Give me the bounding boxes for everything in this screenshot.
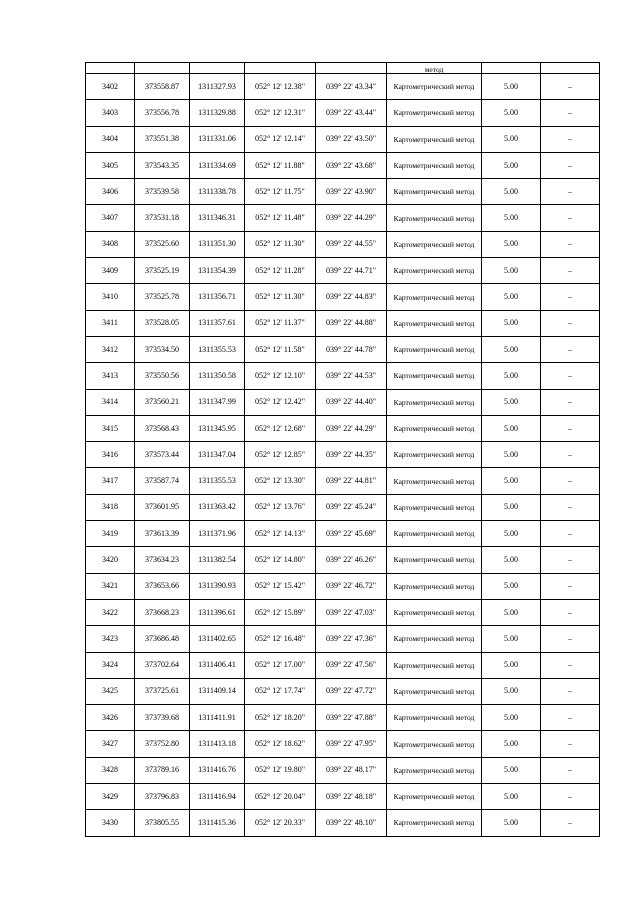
x-coordinate-cell: 373556.78 xyxy=(135,100,190,126)
method-cell: Картометрический метод xyxy=(387,468,482,494)
point-number-cell: 3416 xyxy=(86,442,135,468)
point-number-cell: 3417 xyxy=(86,468,135,494)
accuracy-cell: 5.00 xyxy=(482,757,541,783)
description-cell: – xyxy=(541,599,600,625)
point-number-cell: 3406 xyxy=(86,179,135,205)
description-cell: – xyxy=(541,573,600,599)
table-row xyxy=(86,152,600,178)
y-coordinate-cell: 1311350.58 xyxy=(190,363,245,389)
method-cell: Картометрический метод xyxy=(387,547,482,573)
method-cell: Картометрический метод xyxy=(387,442,482,468)
table-row xyxy=(86,731,600,757)
x-coordinate-cell: 373551.38 xyxy=(135,126,190,152)
latitude-cell: 052° 12' 11.58" xyxy=(245,336,316,362)
longitude-cell: 039° 22' 48.10" xyxy=(316,810,387,836)
latitude-cell: 052° 12' 14.13" xyxy=(245,521,316,547)
y-coordinate-cell: 1311413.18 xyxy=(190,731,245,757)
method-cell: Картометрический метод xyxy=(387,757,482,783)
description-cell: – xyxy=(541,547,600,573)
description-cell: – xyxy=(541,74,600,100)
accuracy-cell: 5.00 xyxy=(482,74,541,100)
point-number-cell: 3422 xyxy=(86,599,135,625)
accuracy-cell: 5.00 xyxy=(482,573,541,599)
method-cell: Картометрический метод xyxy=(387,284,482,310)
table-row xyxy=(86,310,600,336)
table-row xyxy=(86,74,600,100)
point-number-cell: 3427 xyxy=(86,731,135,757)
table-row xyxy=(86,284,600,310)
y-coordinate-cell: 1311346.31 xyxy=(190,205,245,231)
accuracy-cell: 5.00 xyxy=(482,126,541,152)
latitude-cell: 052° 12' 12.85" xyxy=(245,442,316,468)
y-coordinate-cell: 1311390.93 xyxy=(190,573,245,599)
continuation-cell xyxy=(482,63,541,74)
accuracy-cell: 5.00 xyxy=(482,336,541,362)
x-coordinate-cell: 373528.05 xyxy=(135,310,190,336)
description-cell: – xyxy=(541,626,600,652)
longitude-cell: 039° 22' 44.53" xyxy=(316,363,387,389)
point-number-cell: 3409 xyxy=(86,258,135,284)
method-cell: Картометрический метод xyxy=(387,100,482,126)
description-cell: – xyxy=(541,231,600,257)
x-coordinate-cell: 373796.83 xyxy=(135,784,190,810)
longitude-cell: 039° 22' 47.95" xyxy=(316,731,387,757)
description-cell: – xyxy=(541,494,600,520)
description-cell: – xyxy=(541,258,600,284)
y-coordinate-cell: 1311416.76 xyxy=(190,757,245,783)
table-row xyxy=(86,599,600,625)
table-row xyxy=(86,231,600,257)
description-cell: – xyxy=(541,678,600,704)
accuracy-cell: 5.00 xyxy=(482,100,541,126)
latitude-cell: 052° 12' 11.48" xyxy=(245,205,316,231)
x-coordinate-cell: 373805.55 xyxy=(135,810,190,836)
latitude-cell: 052° 12' 11.75" xyxy=(245,179,316,205)
latitude-cell: 052° 12' 17.00" xyxy=(245,652,316,678)
x-coordinate-cell: 373560.21 xyxy=(135,389,190,415)
method-cell: Картометрический метод xyxy=(387,310,482,336)
table-row xyxy=(86,652,600,678)
longitude-cell: 039° 22' 44.88" xyxy=(316,310,387,336)
description-cell: – xyxy=(541,415,600,441)
longitude-cell: 039° 22' 43.44" xyxy=(316,100,387,126)
longitude-cell: 039° 22' 44.71" xyxy=(316,258,387,284)
latitude-cell: 052° 12' 16.48" xyxy=(245,626,316,652)
description-cell: – xyxy=(541,521,600,547)
x-coordinate-cell: 373550.56 xyxy=(135,363,190,389)
accuracy-cell: 5.00 xyxy=(482,652,541,678)
description-cell: – xyxy=(541,652,600,678)
description-cell: – xyxy=(541,126,600,152)
description-cell: – xyxy=(541,442,600,468)
x-coordinate-cell: 373543.35 xyxy=(135,152,190,178)
table-row xyxy=(86,678,600,704)
method-cell: Картометрический метод xyxy=(387,784,482,810)
latitude-cell: 052° 12' 11.30" xyxy=(245,284,316,310)
description-cell: – xyxy=(541,205,600,231)
y-coordinate-cell: 1311355.53 xyxy=(190,468,245,494)
method-cell: Картометрический метод xyxy=(387,705,482,731)
accuracy-cell: 5.00 xyxy=(482,284,541,310)
table-row xyxy=(86,468,600,494)
longitude-cell: 039° 22' 44.83" xyxy=(316,284,387,310)
longitude-cell: 039° 22' 43.50" xyxy=(316,126,387,152)
point-number-cell: 3428 xyxy=(86,757,135,783)
y-coordinate-cell: 1311331.06 xyxy=(190,126,245,152)
y-coordinate-cell: 1311334.69 xyxy=(190,152,245,178)
latitude-cell: 052° 12' 11.28" xyxy=(245,258,316,284)
description-cell: – xyxy=(541,336,600,362)
latitude-cell: 052° 12' 12.10" xyxy=(245,363,316,389)
latitude-cell: 052° 12' 12.31" xyxy=(245,100,316,126)
table-row xyxy=(86,258,600,284)
point-number-cell: 3405 xyxy=(86,152,135,178)
x-coordinate-cell: 373653.66 xyxy=(135,573,190,599)
latitude-cell: 052° 12' 20.33" xyxy=(245,810,316,836)
accuracy-cell: 5.00 xyxy=(482,152,541,178)
document-page xyxy=(85,62,599,837)
table-row xyxy=(86,336,600,362)
x-coordinate-cell: 373525.78 xyxy=(135,284,190,310)
description-cell: – xyxy=(541,100,600,126)
method-cell: Картометрический метод xyxy=(387,389,482,415)
method-cell: Картометрический метод xyxy=(387,678,482,704)
x-coordinate-cell: 373613.39 xyxy=(135,521,190,547)
point-number-cell: 3424 xyxy=(86,652,135,678)
longitude-cell: 039° 22' 44.29" xyxy=(316,415,387,441)
y-coordinate-cell: 1311416.94 xyxy=(190,784,245,810)
method-cell: Картометрический метод xyxy=(387,126,482,152)
continuation-row xyxy=(86,63,600,74)
point-number-cell: 3420 xyxy=(86,547,135,573)
longitude-cell: 039° 22' 47.72" xyxy=(316,678,387,704)
x-coordinate-cell: 373525.60 xyxy=(135,231,190,257)
description-cell: – xyxy=(541,389,600,415)
table-row xyxy=(86,810,600,836)
x-coordinate-cell: 373534.50 xyxy=(135,336,190,362)
accuracy-cell: 5.00 xyxy=(482,784,541,810)
accuracy-cell: 5.00 xyxy=(482,626,541,652)
accuracy-cell: 5.00 xyxy=(482,415,541,441)
point-number-cell: 3415 xyxy=(86,415,135,441)
point-number-cell: 3403 xyxy=(86,100,135,126)
accuracy-cell: 5.00 xyxy=(482,547,541,573)
method-cell: Картометрический метод xyxy=(387,652,482,678)
table-row xyxy=(86,784,600,810)
point-number-cell: 3421 xyxy=(86,573,135,599)
longitude-cell: 039° 22' 46.72" xyxy=(316,573,387,599)
description-cell: – xyxy=(541,757,600,783)
method-cell: Картометрический метод xyxy=(387,810,482,836)
table-row xyxy=(86,494,600,520)
method-cell: Картометрический метод xyxy=(387,573,482,599)
method-cell: Картометрический метод xyxy=(387,258,482,284)
y-coordinate-cell: 1311327.93 xyxy=(190,74,245,100)
point-number-cell: 3414 xyxy=(86,389,135,415)
method-cell: Картометрический метод xyxy=(387,74,482,100)
accuracy-cell: 5.00 xyxy=(482,310,541,336)
longitude-cell: 039° 22' 46.26" xyxy=(316,547,387,573)
description-cell: – xyxy=(541,310,600,336)
description-cell: – xyxy=(541,784,600,810)
longitude-cell: 039° 22' 45.69" xyxy=(316,521,387,547)
table-row xyxy=(86,626,600,652)
table-row xyxy=(86,415,600,441)
longitude-cell: 039° 22' 48.17" xyxy=(316,757,387,783)
accuracy-cell: 5.00 xyxy=(482,494,541,520)
accuracy-cell: 5.00 xyxy=(482,442,541,468)
y-coordinate-cell: 1311363.42 xyxy=(190,494,245,520)
y-coordinate-cell: 1311329.88 xyxy=(190,100,245,126)
longitude-cell: 039° 22' 45.24" xyxy=(316,494,387,520)
longitude-cell: 039° 22' 47.56" xyxy=(316,652,387,678)
y-coordinate-cell: 1311409.14 xyxy=(190,678,245,704)
accuracy-cell: 5.00 xyxy=(482,678,541,704)
method-cell: Картометрический метод xyxy=(387,494,482,520)
y-coordinate-cell: 1311347.99 xyxy=(190,389,245,415)
method-cell: Картометрический метод xyxy=(387,521,482,547)
latitude-cell: 052° 12' 15.42" xyxy=(245,573,316,599)
latitude-cell: 052° 12' 19.80" xyxy=(245,757,316,783)
x-coordinate-cell: 373525.19 xyxy=(135,258,190,284)
y-coordinate-cell: 1311415.36 xyxy=(190,810,245,836)
accuracy-cell: 5.00 xyxy=(482,599,541,625)
method-cell: Картометрический метод xyxy=(387,415,482,441)
x-coordinate-cell: 373725.61 xyxy=(135,678,190,704)
latitude-cell: 052° 12' 11.88" xyxy=(245,152,316,178)
x-coordinate-cell: 373573.44 xyxy=(135,442,190,468)
x-coordinate-cell: 373739.68 xyxy=(135,705,190,731)
y-coordinate-cell: 1311351.30 xyxy=(190,231,245,257)
x-coordinate-cell: 373601.95 xyxy=(135,494,190,520)
continuation-cell xyxy=(190,63,245,74)
continuation-method-cell: метод xyxy=(387,63,482,74)
longitude-cell: 039° 22' 47.03" xyxy=(316,599,387,625)
accuracy-cell: 5.00 xyxy=(482,731,541,757)
longitude-cell: 039° 22' 47.36" xyxy=(316,626,387,652)
continuation-cell xyxy=(86,63,135,74)
method-cell: Картометрический метод xyxy=(387,363,482,389)
x-coordinate-cell: 373568.43 xyxy=(135,415,190,441)
method-cell: Картометрический метод xyxy=(387,336,482,362)
description-cell: – xyxy=(541,468,600,494)
table-row xyxy=(86,757,600,783)
longitude-cell: 039° 22' 44.35" xyxy=(316,442,387,468)
longitude-cell: 039° 22' 44.40" xyxy=(316,389,387,415)
y-coordinate-cell: 1311345.95 xyxy=(190,415,245,441)
method-cell: Картометрический метод xyxy=(387,599,482,625)
y-coordinate-cell: 1311338.78 xyxy=(190,179,245,205)
x-coordinate-cell: 373668.23 xyxy=(135,599,190,625)
table-row xyxy=(86,521,600,547)
point-number-cell: 3411 xyxy=(86,310,135,336)
x-coordinate-cell: 373558.87 xyxy=(135,74,190,100)
longitude-cell: 039° 22' 43.34" xyxy=(316,74,387,100)
table-row xyxy=(86,126,600,152)
y-coordinate-cell: 1311396.61 xyxy=(190,599,245,625)
latitude-cell: 052° 12' 18.20" xyxy=(245,705,316,731)
y-coordinate-cell: 1311357.61 xyxy=(190,310,245,336)
latitude-cell: 052° 12' 14.80" xyxy=(245,547,316,573)
continuation-cell xyxy=(135,63,190,74)
latitude-cell: 052° 12' 12.68" xyxy=(245,415,316,441)
x-coordinate-cell: 373634.23 xyxy=(135,547,190,573)
x-coordinate-cell: 373752.80 xyxy=(135,731,190,757)
x-coordinate-cell: 373702.64 xyxy=(135,652,190,678)
table-row xyxy=(86,389,600,415)
method-cell: Картометрический метод xyxy=(387,152,482,178)
continuation-cell xyxy=(245,63,316,74)
method-cell: Картометрический метод xyxy=(387,179,482,205)
table-row xyxy=(86,179,600,205)
accuracy-cell: 5.00 xyxy=(482,363,541,389)
point-number-cell: 3423 xyxy=(86,626,135,652)
longitude-cell: 039° 22' 48.18" xyxy=(316,784,387,810)
description-cell: – xyxy=(541,363,600,389)
method-cell: Картометрический метод xyxy=(387,731,482,757)
longitude-cell: 039° 22' 44.81" xyxy=(316,468,387,494)
longitude-cell: 039° 22' 44.29" xyxy=(316,205,387,231)
latitude-cell: 052° 12' 12.14" xyxy=(245,126,316,152)
latitude-cell: 052° 12' 11.37" xyxy=(245,310,316,336)
point-number-cell: 3412 xyxy=(86,336,135,362)
continuation-cell xyxy=(316,63,387,74)
accuracy-cell: 5.00 xyxy=(482,179,541,205)
latitude-cell: 052° 12' 12.38" xyxy=(245,74,316,100)
x-coordinate-cell: 373539.58 xyxy=(135,179,190,205)
table-row xyxy=(86,442,600,468)
latitude-cell: 052° 12' 15.89" xyxy=(245,599,316,625)
longitude-cell: 039° 22' 43.90" xyxy=(316,179,387,205)
y-coordinate-cell: 1311411.91 xyxy=(190,705,245,731)
table-row xyxy=(86,547,600,573)
description-cell: – xyxy=(541,152,600,178)
point-number-cell: 3407 xyxy=(86,205,135,231)
x-coordinate-cell: 373686.48 xyxy=(135,626,190,652)
latitude-cell: 052° 12' 13.76" xyxy=(245,494,316,520)
point-number-cell: 3419 xyxy=(86,521,135,547)
longitude-cell: 039° 22' 43.68" xyxy=(316,152,387,178)
y-coordinate-cell: 1311382.54 xyxy=(190,547,245,573)
accuracy-cell: 5.00 xyxy=(482,231,541,257)
longitude-cell: 039° 22' 47.88" xyxy=(316,705,387,731)
table-row xyxy=(86,205,600,231)
accuracy-cell: 5.00 xyxy=(482,705,541,731)
accuracy-cell: 5.00 xyxy=(482,389,541,415)
method-cell: Картометрический метод xyxy=(387,231,482,257)
point-number-cell: 3429 xyxy=(86,784,135,810)
point-number-cell: 3410 xyxy=(86,284,135,310)
table-body xyxy=(86,63,600,837)
accuracy-cell: 5.00 xyxy=(482,468,541,494)
accuracy-cell: 5.00 xyxy=(482,810,541,836)
method-cell: Картометрический метод xyxy=(387,626,482,652)
point-number-cell: 3426 xyxy=(86,705,135,731)
longitude-cell: 039° 22' 44.78" xyxy=(316,336,387,362)
description-cell: – xyxy=(541,810,600,836)
x-coordinate-cell: 373531.18 xyxy=(135,205,190,231)
point-number-cell: 3418 xyxy=(86,494,135,520)
table-row xyxy=(86,363,600,389)
continuation-cell xyxy=(541,63,600,74)
latitude-cell: 052° 12' 18.62" xyxy=(245,731,316,757)
point-number-cell: 3404 xyxy=(86,126,135,152)
latitude-cell: 052° 12' 11.30" xyxy=(245,231,316,257)
coordinates-table xyxy=(85,62,600,837)
point-number-cell: 3413 xyxy=(86,363,135,389)
accuracy-cell: 5.00 xyxy=(482,205,541,231)
y-coordinate-cell: 1311354.39 xyxy=(190,258,245,284)
point-number-cell: 3425 xyxy=(86,678,135,704)
description-cell: – xyxy=(541,731,600,757)
latitude-cell: 052° 12' 20.04" xyxy=(245,784,316,810)
point-number-cell: 3402 xyxy=(86,74,135,100)
latitude-cell: 052° 12' 13.30" xyxy=(245,468,316,494)
accuracy-cell: 5.00 xyxy=(482,521,541,547)
y-coordinate-cell: 1311371.96 xyxy=(190,521,245,547)
y-coordinate-cell: 1311355.53 xyxy=(190,336,245,362)
latitude-cell: 052° 12' 17.74" xyxy=(245,678,316,704)
longitude-cell: 039° 22' 44.55" xyxy=(316,231,387,257)
y-coordinate-cell: 1311347.04 xyxy=(190,442,245,468)
latitude-cell: 052° 12' 12.42" xyxy=(245,389,316,415)
table-row xyxy=(86,705,600,731)
y-coordinate-cell: 1311356.71 xyxy=(190,284,245,310)
x-coordinate-cell: 373789.16 xyxy=(135,757,190,783)
point-number-cell: 3408 xyxy=(86,231,135,257)
description-cell: – xyxy=(541,284,600,310)
table-row xyxy=(86,573,600,599)
description-cell: – xyxy=(541,705,600,731)
x-coordinate-cell: 373587.74 xyxy=(135,468,190,494)
accuracy-cell: 5.00 xyxy=(482,258,541,284)
description-cell: – xyxy=(541,179,600,205)
point-number-cell: 3430 xyxy=(86,810,135,836)
y-coordinate-cell: 1311402.65 xyxy=(190,626,245,652)
table-row xyxy=(86,100,600,126)
method-cell: Картометрический метод xyxy=(387,205,482,231)
y-coordinate-cell: 1311406.41 xyxy=(190,652,245,678)
